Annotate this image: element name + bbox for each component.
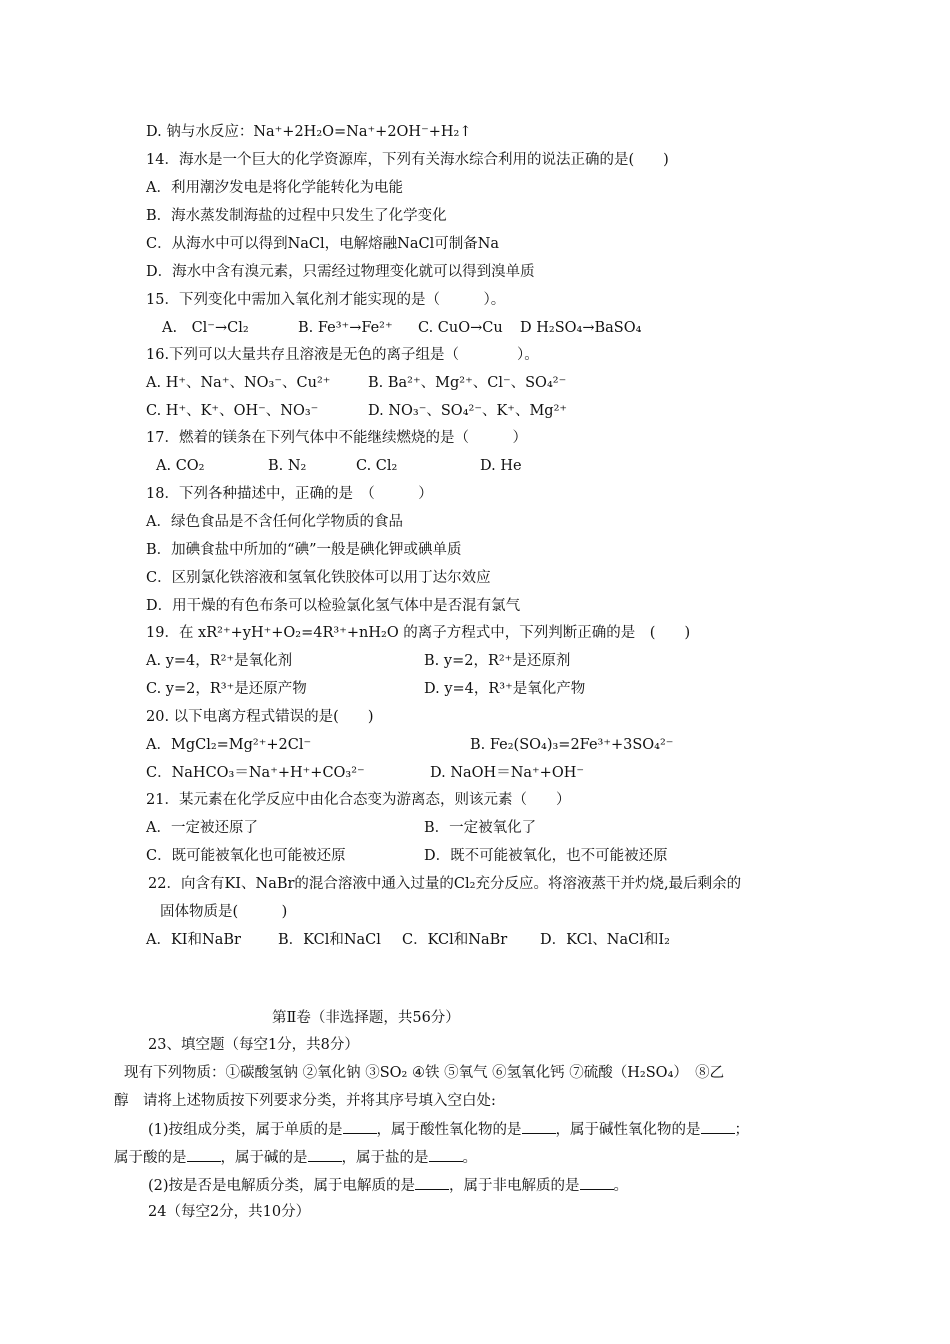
- answer-blank-bases[interactable]: [308, 1147, 342, 1162]
- q20-option-d: D. NaOH＝Na⁺+OH⁻: [430, 765, 585, 781]
- q18-option-c: C．区别氯化铁溶液和氢氧化铁胶体可以用丁达尔效应: [146, 570, 491, 586]
- q17-option-a: A. CO₂: [156, 458, 205, 474]
- q19-stem: 19．在 xR²⁺+yH⁺+O₂=4R³⁺+nH₂O 的离子方程式中，下列判断正确的是 ( ): [146, 625, 691, 641]
- q23-part1-text-f: ，属于碱的是: [220, 1150, 308, 1166]
- q16-option-c: C. H⁺、K⁺、OH⁻、NO₃⁻: [146, 403, 319, 419]
- q23-part1-text-c: ，属于碱性氧化物的是: [555, 1122, 701, 1138]
- q21-option-a: A．一定被还原了: [146, 820, 258, 836]
- q21-option-c: C．既可能被氧化也可能被还原: [146, 848, 346, 864]
- q16-option-b: B. Ba²⁺、Mg²⁺、Cl⁻、SO₄²⁻: [368, 375, 567, 391]
- q23-part1-text-a: (1)按组成分类，属于单质的是: [148, 1122, 343, 1138]
- q15-option-b: B. Fe³⁺→Fe²⁺: [298, 320, 393, 336]
- q22-stem: 22．向含有KI、NaBr的混合溶液中通入过量的Cl₂充分反应。将溶液蒸干并灼烧,最后剩余的: [148, 876, 742, 892]
- q14-stem: 14．海水是一个巨大的化学资源库，下列有关海水综合利用的说法正确的是( ): [146, 152, 669, 168]
- q23-part1: [148, 1119, 749, 1140]
- answer-blank-electrolytes[interactable]: [415, 1175, 449, 1190]
- q19-option-d: D. y=4，R³⁺是氧化产物: [424, 681, 586, 697]
- q17-option-d: D. He: [480, 458, 522, 474]
- answer-blank-salts[interactable]: [429, 1147, 463, 1162]
- q23-part2: [148, 1175, 628, 1196]
- q21-option-b: B．一定被氧化了: [424, 820, 537, 836]
- q23-part2-text-b: ，属于非电解质的是: [449, 1178, 580, 1194]
- q20-option-c: C．NaHCO₃＝Na⁺+H⁺+CO₃²⁻: [146, 765, 365, 781]
- q20-option-b: B. Fe₂(SO₄)₃=2Fe³⁺+3SO₄²⁻: [470, 737, 674, 753]
- q22-stem-continued: 固体物质是( ): [160, 904, 288, 920]
- q23-title: 23、填空题（每空1分，共8分）: [148, 1037, 359, 1053]
- q20-stem: 20. 以下电离方程式错误的是( ): [146, 709, 374, 725]
- q23-part1-text-b: ，属于酸性氧化物的是: [376, 1122, 522, 1138]
- q23-intro-continued: 醇 请将上述物质按下列要求分类，并将其序号填入空白处:: [114, 1093, 496, 1109]
- q22-option-c: C．KCl和NaBr: [402, 932, 508, 948]
- q16-option-d: D. NO₃⁻、SO₄²⁻、K⁺、Mg²⁺: [368, 403, 568, 419]
- q23-part1-continued: [114, 1147, 477, 1168]
- q23-intro: 现有下列物质：①碳酸氢钠 ②氧化钠 ③SO₂ ④铁 ⑤氧气 ⑥氢氧化钙 ⑦硫酸（H₂SO₄） ⑧乙: [124, 1065, 725, 1081]
- q23-part2-text-c: 。: [613, 1178, 629, 1194]
- answer-blank-elements[interactable]: [343, 1119, 377, 1134]
- q23-part2-text-a: (2)按是否是电解质分类，属于电解质的是: [148, 1178, 416, 1194]
- q14-option-a: A．利用潮汐发电是将化学能转化为电能: [146, 180, 403, 196]
- q18-option-b: B．加碘食盐中所加的“碘”一般是碘化钾或碘单质: [146, 542, 462, 558]
- q23-part1-text-d: ；: [734, 1122, 750, 1138]
- q17-option-b: B. N₂: [268, 458, 307, 474]
- q22-option-d: D．KCl、NaCl和I₂: [540, 932, 670, 948]
- q16-stem: 16.下列可以大量共存且溶液是无色的离子组是（ ）。: [146, 347, 539, 363]
- q14-option-d: D．海水中含有溴元素，只需经过物理变化就可以得到溴单质: [146, 264, 535, 280]
- q21-stem: 21．某元素在化学反应中由化合态变为游离态，则该元素（ ）: [146, 792, 571, 808]
- q18-option-a: A．绿色食品是不含任何化学物质的食品: [146, 514, 403, 530]
- answer-blank-acids[interactable]: [187, 1147, 221, 1162]
- q24-title: 24（每空2分，共10分）: [148, 1204, 311, 1220]
- q21-option-d: D．既不可能被氧化，也不可能被还原: [424, 848, 668, 864]
- answer-blank-acidic-oxides[interactable]: [522, 1119, 556, 1134]
- q18-stem: 18．下列各种描述中，正确的是 （ ）: [146, 486, 433, 502]
- answer-blank-non-electrolytes[interactable]: [580, 1175, 614, 1190]
- q15-option-a: A. Cl⁻→Cl₂: [162, 320, 249, 336]
- q13-option-d: D. 钠与水反应：Na⁺+2H₂O=Na⁺+2OH⁻+H₂↑: [146, 124, 472, 140]
- q16-option-a: A. H⁺、Na⁺、NO₃⁻、Cu²⁺: [146, 375, 331, 391]
- answer-blank-basic-oxides[interactable]: [701, 1119, 735, 1134]
- q17-option-c: C. Cl₂: [356, 458, 398, 474]
- q20-option-a: A．MgCl₂=Mg²⁺+2Cl⁻: [146, 737, 312, 753]
- q19-option-c: C. y=2，R³⁺是还原产物: [146, 681, 307, 697]
- q19-option-b: B. y=2，R²⁺是还原剂: [424, 653, 571, 669]
- q22-option-b: B．KCl和NaCl: [278, 932, 381, 948]
- q15-stem: 15．下列变化中需加入氧化剂才能实现的是（ ）。: [146, 292, 506, 308]
- q19-option-a: A. y=4，R²⁺是氧化剂: [146, 653, 293, 669]
- q17-stem: 17．燃着的镁条在下列气体中不能继续燃烧的是（ ）: [146, 430, 527, 446]
- q15-option-d: D H₂SO₄→BaSO₄: [520, 320, 642, 336]
- q22-option-a: A．KI和NaBr: [146, 932, 241, 948]
- q14-option-b: B．海水蒸发制海盐的过程中只发生了化学变化: [146, 208, 447, 224]
- q14-option-c: C．从海水中可以得到NaCl，电解熔融NaCl可制备Na: [146, 236, 500, 252]
- q15-option-c: C. CuO→Cu: [418, 320, 503, 336]
- q23-part1-text-g: ，属于盐的是: [341, 1150, 429, 1166]
- q18-option-d: D．用干燥的有色布条可以检验氯化氢气体中是否混有氯气: [146, 598, 521, 614]
- q23-part1-text-h: 。: [462, 1150, 477, 1166]
- section-2-title: 第Ⅱ卷（非选择题，共56分）: [272, 1010, 460, 1026]
- q23-part1-text-e: 属于酸的是: [114, 1150, 187, 1166]
